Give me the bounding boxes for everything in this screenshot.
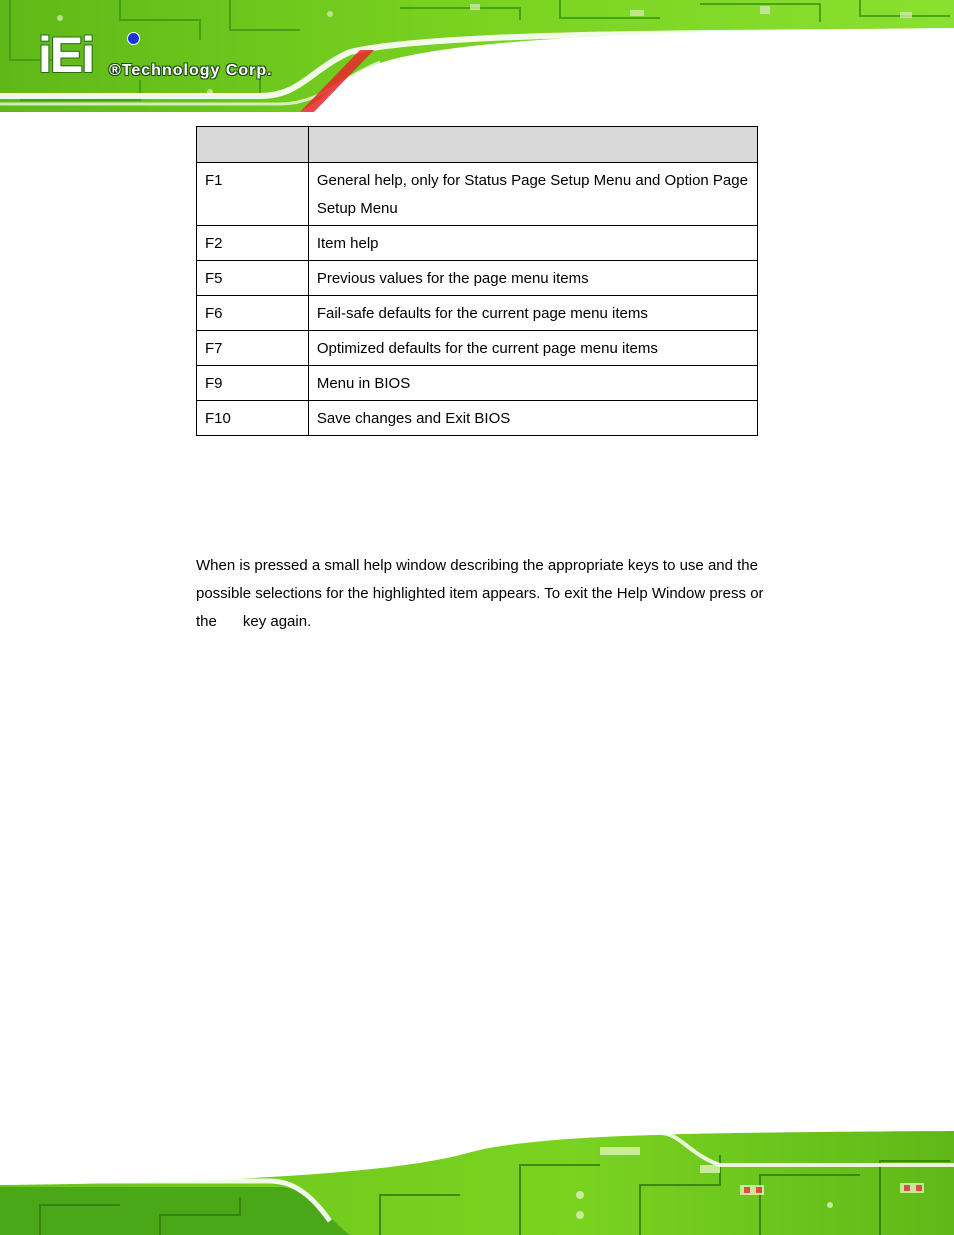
key-cell: F7 <box>197 331 309 366</box>
header-banner <box>0 0 954 112</box>
table-row <box>197 366 758 401</box>
footer-banner <box>0 1125 954 1235</box>
key-cell: F6 <box>197 296 309 331</box>
table-row <box>197 226 758 261</box>
paragraph-text: the <box>196 613 217 630</box>
paragraph-line-3 <box>196 608 814 636</box>
logo-dot-icon <box>127 32 140 45</box>
key-cell: F10 <box>197 401 309 436</box>
table-row <box>197 261 758 296</box>
function-key-table <box>196 126 758 436</box>
function-cell: Previous values for the page menu items <box>308 261 757 296</box>
paragraph-text: is pressed a small help window describing the appropriate keys to use and the <box>239 557 758 574</box>
table-row <box>197 163 758 226</box>
paragraph-line-2 <box>196 580 814 608</box>
paragraph-line-1 <box>196 552 814 580</box>
paragraph-text: When <box>196 557 236 574</box>
table-header-key <box>197 127 309 163</box>
paragraph-text: possible selections for the highlighted item appears. To exit the Help Window press <box>196 585 747 602</box>
table-row <box>197 401 758 436</box>
logo-text: ®Technology Corp. <box>109 62 273 79</box>
help-window-paragraph <box>196 552 814 636</box>
function-cell: Optimized defaults for the current page menu items <box>308 331 757 366</box>
function-cell: Fail-safe defaults for the current page menu items <box>308 296 757 331</box>
table-row <box>197 331 758 366</box>
company-logo <box>38 27 318 86</box>
paragraph-text: key again. <box>242 613 312 630</box>
key-cell: F9 <box>197 366 309 401</box>
table-header-row <box>197 127 758 163</box>
function-cell: Save changes and Exit BIOS <box>308 401 757 436</box>
paragraph-text: or <box>750 585 764 602</box>
function-cell: Menu in BIOS <box>308 366 757 401</box>
circuit-board-footer-graphic <box>0 1125 954 1235</box>
key-cell: F2 <box>197 226 309 261</box>
function-cell: Item help <box>308 226 757 261</box>
table-row <box>197 296 758 331</box>
key-cell: F5 <box>197 261 309 296</box>
table-header-function <box>308 127 757 163</box>
function-cell: General help, only for Status Page Setup Menu and Option Page Setup Menu <box>308 163 757 226</box>
logo-mark: iEi <box>38 27 94 83</box>
key-cell: F1 <box>197 163 309 226</box>
